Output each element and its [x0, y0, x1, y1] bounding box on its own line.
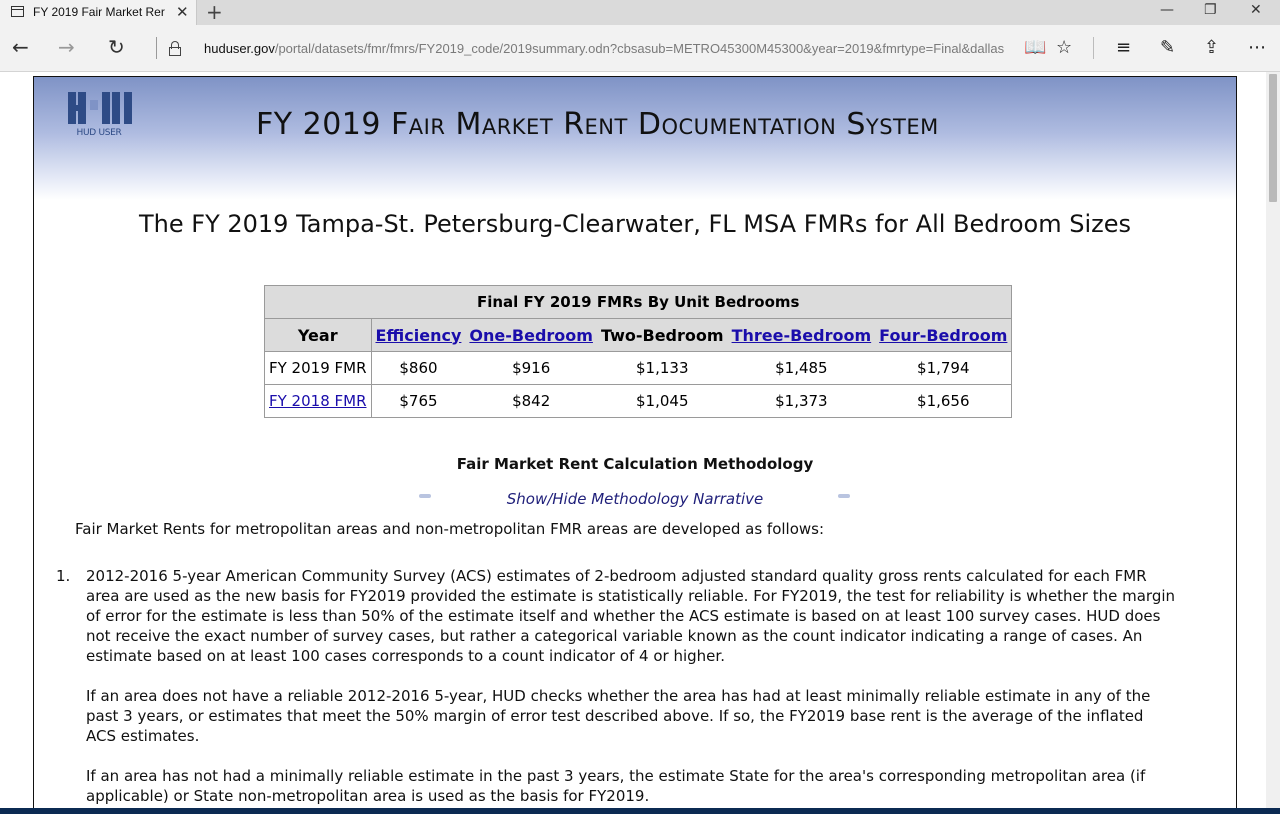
list-number: 1. — [56, 567, 71, 585]
methodology-paragraph: If an area does not have a reliable 2012-2016 5-year, HUD checks whether the area has had at least minimally reliable estimate in any of the past 3 years, or estimates that meet the 50% margin of error test described above. If so, the FY2019 base rent is the average of the inflated ACS estimates. — [86, 687, 1151, 745]
window-close-icon[interactable]: ✕ — [1250, 2, 1262, 18]
vertical-scrollbar[interactable] — [1266, 72, 1280, 808]
url-field[interactable] — [204, 41, 1008, 56]
table-cell: $1,485 — [728, 352, 876, 385]
site-banner — [34, 77, 1236, 200]
share-icon[interactable]: ⇪ — [1204, 37, 1220, 58]
divider — [1093, 37, 1094, 59]
refresh-icon[interactable]: ↻ — [108, 35, 125, 59]
minimize-icon[interactable]: — — [1160, 2, 1174, 18]
column-header-year: Year — [265, 319, 372, 352]
close-tab-icon[interactable]: ✕ — [176, 4, 189, 21]
table-row — [265, 352, 1012, 385]
tab-title: FY 2019 Fair Market Rer — [33, 5, 165, 19]
site-title: FY 2019 Fair Market Rent Documentation System — [256, 107, 939, 142]
favorite-star-icon[interactable]: ☆ — [1056, 37, 1073, 58]
page-container — [33, 76, 1237, 808]
table-cell: $916 — [465, 352, 597, 385]
show-hide-methodology-toggle[interactable]: Show/Hide Methodology Narrative — [506, 490, 764, 508]
column-header-three-bedroom — [728, 319, 876, 352]
methodology-paragraph: 2012-2016 5-year American Community Survey (ACS) estimates of 2-bedroom adjusted standard quality gross rents calculated for each FMR area are used as the new basis for FY2019 provided the estimate is statistically reliable. For FY2019, the test for reliability is whether the margin of error for the estimate is less than 50% of the estimate itself and whether the ACS estimate is based on at least 100 survey cases. HUD does not receive the exact number of survey cases, but rather a categorical variable known as the count indicator indicating a range of cases. An estimate based on at least 100 cases corresponds to a count indicator of 4 or higher. — [86, 567, 1176, 665]
table-cell: $842 — [465, 385, 597, 418]
new-tab-icon[interactable]: + — [206, 0, 223, 24]
url-path: /portal/datasets/fmr/fmrs/FY2019_code/2019summary.odn?cbsasub=METRO45300M45300&year=2019&fmrtype=Final&dallas — [274, 41, 1005, 56]
page-icon — [11, 6, 24, 17]
page-title: The FY 2019 Tampa-St. Petersburg-Clearwater, FL MSA FMRs for All Bedroom Sizes — [139, 210, 1131, 238]
row-year — [265, 385, 372, 418]
table-caption: Final FY 2019 FMRs By Unit Bedrooms — [265, 286, 1012, 319]
taskbar — [0, 808, 1280, 814]
restore-icon[interactable]: ❐ — [1204, 2, 1217, 18]
methodology-intro: Fair Market Rents for metropolitan areas and non-metropolitan FMR areas are developed as follows: — [75, 520, 825, 538]
url-host: huduser.gov — [204, 41, 275, 56]
web-note-icon[interactable]: ✎ — [1160, 37, 1176, 58]
reading-view-icon[interactable]: 📖 — [1024, 37, 1047, 58]
address-bar — [0, 25, 1280, 72]
methodology-paragraph: If an area has not had a minimally reliable estimate in the past 3 years, the estimate State for the area's corresponding metropolitan area (if applicable) or State non-metropolitan area is used as the basis for FY2019. — [86, 767, 1146, 805]
column-header-one-bedroom — [465, 319, 597, 352]
four-bedroom-link[interactable]: Four-Bedroom — [879, 325, 1008, 345]
column-header-efficiency — [371, 319, 465, 352]
table-cell: $860 — [371, 352, 465, 385]
back-icon[interactable]: ← — [12, 35, 29, 59]
table-cell: $1,373 — [728, 385, 876, 418]
browser-tab[interactable] — [0, 0, 197, 25]
forward-icon[interactable]: → — [58, 35, 75, 59]
row-year: FY 2019 FMR — [265, 352, 372, 385]
table-cell: $1,133 — [597, 352, 728, 385]
table-cell: $765 — [371, 385, 465, 418]
lock-icon[interactable] — [168, 41, 181, 57]
fmr-table — [264, 285, 1012, 418]
logo-text: HUD USER — [76, 128, 122, 138]
methodology-title: Fair Market Rent Calculation Methodology — [456, 455, 814, 473]
table-cell: $1,794 — [875, 352, 1012, 385]
divider — [156, 37, 157, 59]
page-viewport — [0, 72, 1266, 808]
hub-icon[interactable]: ≡ — [1116, 37, 1132, 58]
column-header-two-bedroom: Two-Bedroom — [597, 319, 728, 352]
more-icon[interactable]: ⋯ — [1248, 37, 1266, 58]
fy2018-fmr-link[interactable]: FY 2018 FMR — [269, 392, 367, 410]
one-bedroom-link[interactable]: One-Bedroom — [469, 325, 593, 345]
tab-bar — [0, 0, 1280, 25]
hud-user-logo[interactable] — [66, 92, 132, 140]
table-caption-row — [265, 286, 1012, 319]
efficiency-link[interactable]: Efficiency — [375, 325, 462, 345]
three-bedroom-link[interactable]: Three-Bedroom — [731, 325, 872, 345]
table-header-row — [265, 319, 1012, 352]
column-header-four-bedroom — [875, 319, 1012, 352]
table-cell: $1,656 — [875, 385, 1012, 418]
scrollbar-thumb[interactable] — [1269, 74, 1277, 202]
table-cell: $1,045 — [597, 385, 728, 418]
table-row — [265, 385, 1012, 418]
